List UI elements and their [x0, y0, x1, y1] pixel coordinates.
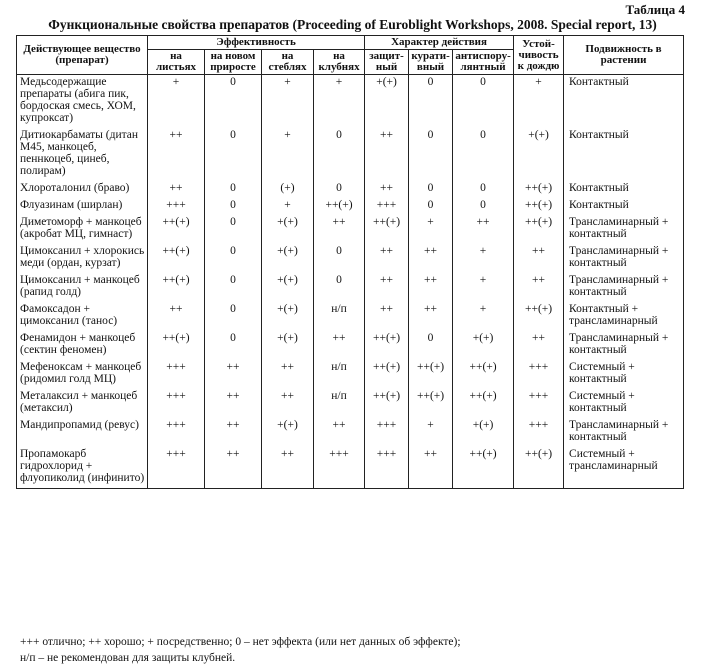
cell-rating: +++	[365, 447, 409, 489]
cell-rating: +	[409, 418, 453, 447]
cell-rating: ++	[148, 128, 205, 181]
table-title: Функциональные свойства препаратов (Proceeding of Euroblight Workshops, 2008. Special report, 13)	[48, 17, 657, 32]
cell-rating: +++	[148, 418, 205, 447]
header-rainfast: Устой-чивость к дождю	[514, 36, 564, 75]
cell-rating: ++	[409, 244, 453, 273]
cell-substance: Фенамидон + манкоцеб (сектин феномен)	[17, 331, 148, 360]
header-substance: Действующее вещество (препарат)	[17, 36, 148, 75]
cell-rating: +++	[514, 360, 564, 389]
cell-rating: н/п	[314, 389, 365, 418]
cell-rating: ++(+)	[453, 360, 514, 389]
cell-rating: ++(+)	[514, 181, 564, 198]
cell-mobility: Контактный	[564, 128, 684, 181]
cell-rating: 0	[205, 215, 262, 244]
cell-rating: 0	[205, 302, 262, 331]
cell-substance: Дитиокарбаматы (дитан М45, манкоцеб, пеннкоцеб, цинеб, полирам)	[17, 128, 148, 181]
cell-rating: (+)	[262, 181, 314, 198]
cell-rating: ++(+)	[365, 331, 409, 360]
cell-rating: 0	[205, 75, 262, 129]
cell-mobility: Контактный	[564, 181, 684, 198]
cell-rating: ++	[365, 273, 409, 302]
cell-rating: 0	[314, 244, 365, 273]
table-row	[17, 389, 684, 418]
cell-rating: ++(+)	[365, 215, 409, 244]
header-mobility: Подвижность в растении	[564, 36, 684, 75]
cell-rating: ++(+)	[453, 447, 514, 489]
cell-rating: ++(+)	[148, 273, 205, 302]
cell-rating: ++	[365, 244, 409, 273]
cell-rating: +(+)	[453, 331, 514, 360]
cell-mobility: Контактный + трансламинарный	[564, 302, 684, 331]
table-row	[17, 273, 684, 302]
cell-rating: ++	[148, 302, 205, 331]
cell-rating: +++	[514, 418, 564, 447]
header-antisporulant: антиспору-лянтный	[453, 50, 514, 75]
cell-rating: +++	[514, 389, 564, 418]
table-row	[17, 302, 684, 331]
cell-rating: +++	[365, 418, 409, 447]
cell-substance: Медьсодержащие препараты (абига пик, бордоская смесь, ХОМ, купроксат)	[17, 75, 148, 129]
cell-rating: 0	[205, 331, 262, 360]
table-row	[17, 198, 684, 215]
cell-rating: 0	[205, 128, 262, 181]
cell-rating: +	[262, 198, 314, 215]
cell-rating: ++	[262, 447, 314, 489]
cell-rating: ++(+)	[514, 215, 564, 244]
cell-rating: ++	[365, 181, 409, 198]
header-leaves: на листьях	[148, 50, 205, 75]
cell-rating: ++(+)	[409, 360, 453, 389]
cell-rating: ++	[205, 447, 262, 489]
cell-rating: ++	[514, 331, 564, 360]
cell-substance: Хлороталонил (браво)	[17, 181, 148, 198]
cell-rating: 0	[453, 198, 514, 215]
header-curative: курати-вный	[409, 50, 453, 75]
cell-rating: 0	[409, 198, 453, 215]
cell-rating: +(+)	[365, 75, 409, 129]
header-action: Характер действия	[365, 36, 514, 50]
cell-rating: +++	[148, 389, 205, 418]
cell-rating: +	[262, 75, 314, 129]
cell-rating: +(+)	[514, 128, 564, 181]
header-tubers: на клубнях	[314, 50, 365, 75]
cell-rating: +	[314, 75, 365, 129]
cell-rating: +++	[148, 447, 205, 489]
cell-rating: ++(+)	[314, 198, 365, 215]
cell-rating: ++	[314, 418, 365, 447]
cell-rating: ++(+)	[514, 198, 564, 215]
cell-rating: +++	[365, 198, 409, 215]
footnote-line: н/п – не рекомендован для защиты клубней.	[20, 652, 236, 664]
cell-rating: ++	[365, 302, 409, 331]
cell-substance: Цимоксанил + хлорокись меди (ордан, курзат)	[17, 244, 148, 273]
cell-rating: 0	[314, 181, 365, 198]
cell-mobility: Трансламинарный + контактный	[564, 418, 684, 447]
cell-rating: +	[148, 75, 205, 129]
cell-rating: ++	[409, 273, 453, 302]
table-row	[17, 181, 684, 198]
cell-rating: +(+)	[262, 215, 314, 244]
header-stems: на стеблях	[262, 50, 314, 75]
cell-mobility: Трансламинарный + контактный	[564, 244, 684, 273]
table-row	[17, 447, 684, 489]
cell-rating: 0	[314, 128, 365, 181]
table-row	[17, 215, 684, 244]
table-row	[17, 418, 684, 447]
cell-rating: ++(+)	[148, 331, 205, 360]
cell-rating: +(+)	[262, 302, 314, 331]
cell-rating: ++	[314, 331, 365, 360]
cell-mobility: Системный + трансламинарный	[564, 447, 684, 489]
cell-substance: Фамоксадон + цимоксанил (танос)	[17, 302, 148, 331]
cell-rating: ++(+)	[148, 215, 205, 244]
footnote-line: +++ отлично; ++ хорошо; + посредственно; 0 – нет эффекта (или нет данных об эффекте);	[20, 636, 461, 648]
cell-substance: Пропамокарб гидрохлорид + флуопиколид (инфинито)	[17, 447, 148, 489]
cell-rating: ++(+)	[514, 302, 564, 331]
cell-rating: ++(+)	[453, 389, 514, 418]
cell-rating: +(+)	[262, 273, 314, 302]
cell-rating: +(+)	[262, 331, 314, 360]
table-body	[17, 75, 684, 489]
cell-rating: ++(+)	[409, 389, 453, 418]
cell-rating: 0	[205, 181, 262, 198]
cell-rating: +++	[148, 198, 205, 215]
table-row	[17, 128, 684, 181]
cell-rating: 0	[409, 331, 453, 360]
table-number: Таблица 4	[625, 2, 685, 17]
cell-rating: ++(+)	[514, 447, 564, 489]
cell-rating: ++(+)	[365, 389, 409, 418]
cell-rating: 0	[314, 273, 365, 302]
cell-mobility: Контактный	[564, 75, 684, 129]
cell-rating: +(+)	[262, 244, 314, 273]
cell-rating: ++	[514, 273, 564, 302]
cell-rating: ++	[314, 215, 365, 244]
header-new-growth: на новом приросте	[205, 50, 262, 75]
header-efficiency: Эффективность	[148, 36, 365, 50]
cell-rating: 0	[205, 198, 262, 215]
cell-mobility: Трансламинарный + контактный	[564, 273, 684, 302]
cell-rating: ++(+)	[148, 244, 205, 273]
cell-rating: 0	[453, 128, 514, 181]
cell-rating: ++(+)	[365, 360, 409, 389]
cell-rating: +	[262, 128, 314, 181]
cell-rating: +	[409, 215, 453, 244]
table-row	[17, 75, 684, 129]
cell-rating: ++	[205, 389, 262, 418]
cell-rating: ++	[453, 215, 514, 244]
cell-rating: ++	[365, 128, 409, 181]
cell-rating: ++	[409, 447, 453, 489]
cell-rating: 0	[409, 181, 453, 198]
cell-mobility: Системный + контактный	[564, 389, 684, 418]
cell-rating: 0	[409, 75, 453, 129]
table-row	[17, 244, 684, 273]
cell-substance: Металаксил + манкоцеб (метаксил)	[17, 389, 148, 418]
cell-rating: ++	[262, 360, 314, 389]
cell-rating: ++	[409, 302, 453, 331]
cell-substance: Диметоморф + манкоцеб (акробат МЦ, гимнаст)	[17, 215, 148, 244]
cell-mobility: Контактный	[564, 198, 684, 215]
cell-substance: Цимоксанил + манкоцеб (рапид голд)	[17, 273, 148, 302]
cell-rating: +(+)	[262, 418, 314, 447]
cell-rating: 0	[205, 273, 262, 302]
cell-rating: +	[453, 302, 514, 331]
cell-rating: 0	[409, 128, 453, 181]
cell-rating: ++	[205, 360, 262, 389]
cell-rating: ++	[148, 181, 205, 198]
cell-rating: ++	[205, 418, 262, 447]
cell-rating: н/п	[314, 360, 365, 389]
cell-mobility: Трансламинарный + контактный	[564, 331, 684, 360]
cell-rating: 0	[205, 244, 262, 273]
fungicide-table	[16, 35, 684, 489]
cell-rating: 0	[453, 75, 514, 129]
cell-mobility: Трансламинарный + контактный	[564, 215, 684, 244]
cell-rating: ++	[262, 389, 314, 418]
cell-substance: Мандипропамид (ревус)	[17, 418, 148, 447]
cell-substance: Мефеноксам + манкоцеб (ридомил голд МЦ)	[17, 360, 148, 389]
cell-rating: +	[514, 75, 564, 129]
cell-substance: Флуазинам (ширлан)	[17, 198, 148, 215]
cell-rating: +++	[314, 447, 365, 489]
footnote	[20, 634, 461, 666]
table-row	[17, 360, 684, 389]
cell-rating: н/п	[314, 302, 365, 331]
cell-rating: +	[453, 244, 514, 273]
cell-rating: +++	[148, 360, 205, 389]
cell-rating: 0	[453, 181, 514, 198]
cell-rating: +(+)	[453, 418, 514, 447]
cell-rating: ++	[514, 244, 564, 273]
table-row	[17, 331, 684, 360]
cell-rating: +	[453, 273, 514, 302]
cell-mobility: Системный + контактный	[564, 360, 684, 389]
header-protective: защит-ный	[365, 50, 409, 75]
